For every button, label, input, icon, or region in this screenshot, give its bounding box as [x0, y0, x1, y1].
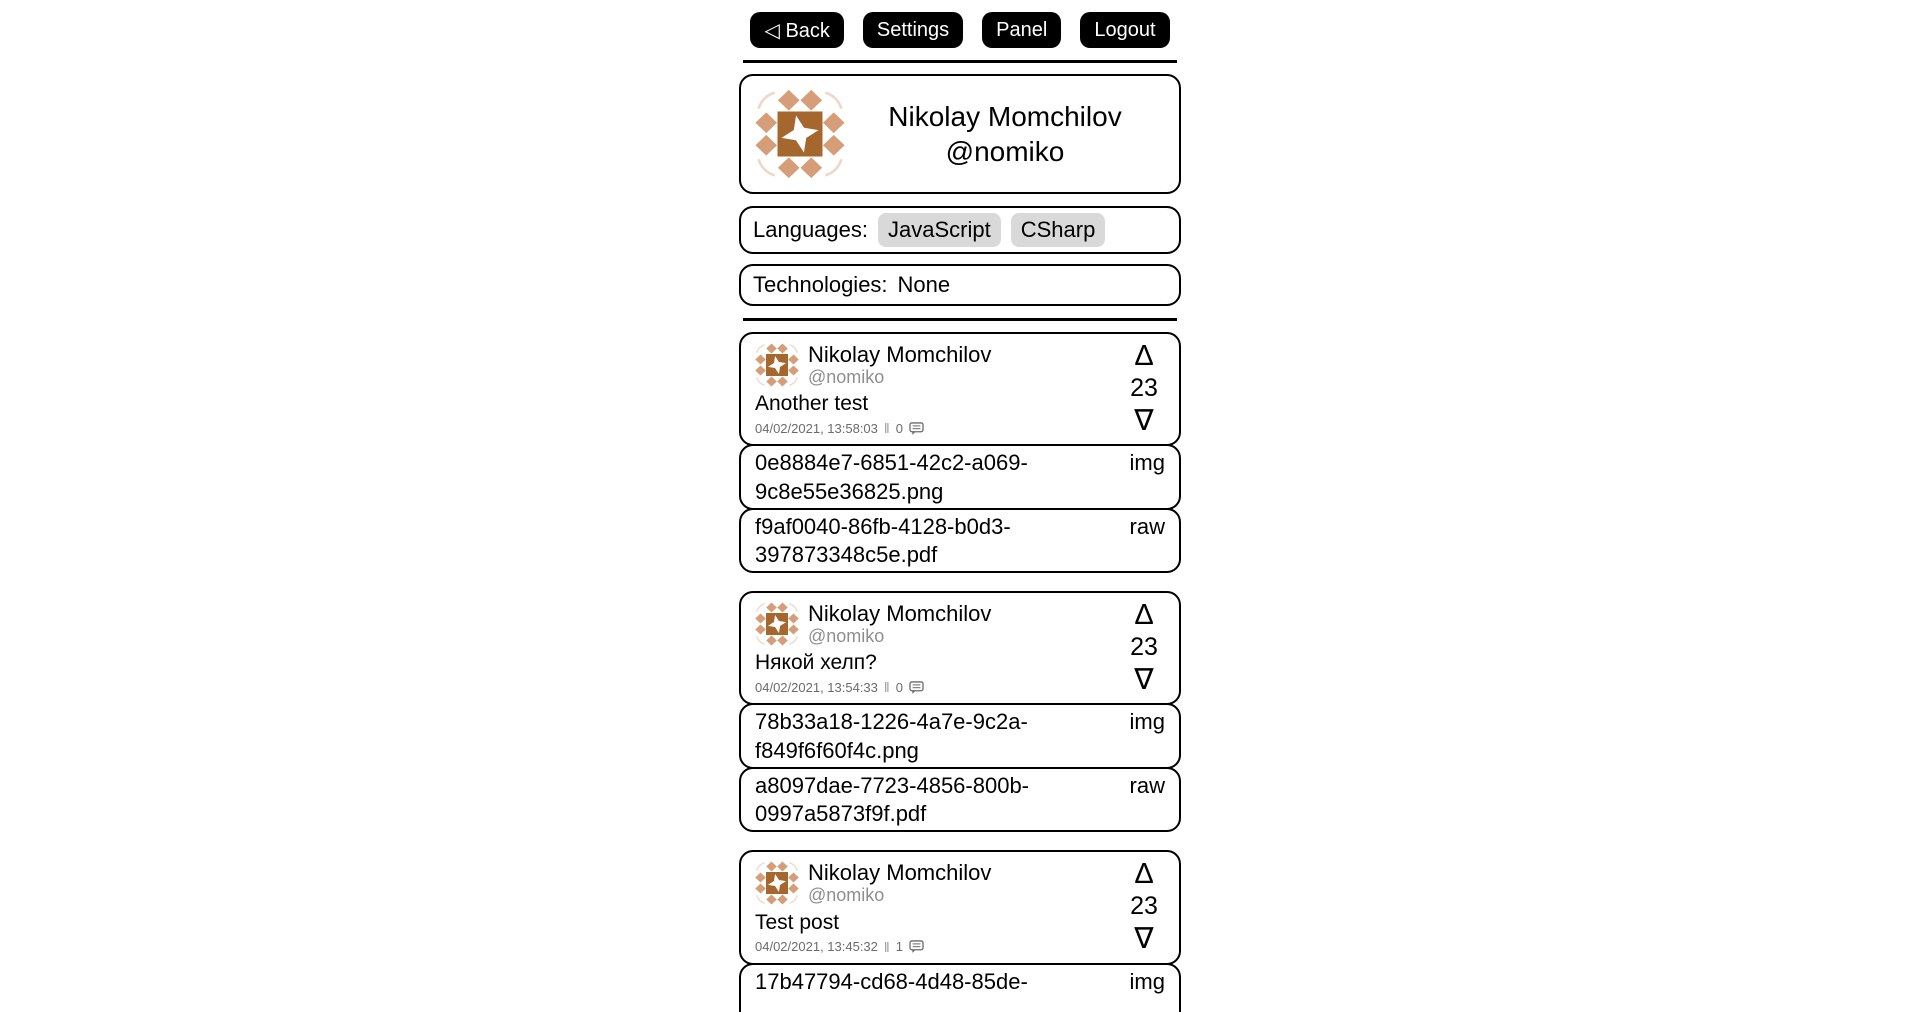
post-timestamp: 04/02/2021, 13:54:33: [755, 679, 878, 695]
attachment-row[interactable]: [739, 767, 1181, 832]
comment-icon: [909, 940, 924, 953]
post-author-avatar: [755, 343, 799, 387]
back-button[interactable]: [750, 12, 843, 48]
post-comment-count: 1: [895, 939, 903, 955]
attachment-type-label: img: [1129, 968, 1165, 994]
post-author-avatar: [755, 602, 799, 646]
toolbar: [739, 12, 1181, 48]
comment-icon: [909, 422, 924, 435]
post-author-handle: @nomiko: [808, 625, 885, 646]
post-author-block: [808, 602, 991, 646]
vote-count: 23: [1130, 374, 1158, 403]
attachment-filename: f9af0040-86fb-4128-b0d3-397873348c5e.pdf: [755, 513, 1011, 567]
post-main: [755, 602, 1121, 695]
vote-count: 23: [1130, 633, 1158, 662]
post-header: [755, 343, 1121, 387]
post-title: Another test: [755, 392, 869, 416]
post-meta: [755, 679, 1121, 695]
post-header: [755, 602, 1121, 646]
languages-list: [878, 213, 1105, 247]
upvote-button[interactable]: Δ: [1134, 599, 1154, 632]
meta-separator: ‖: [883, 938, 890, 955]
attachments-list: [739, 703, 1181, 832]
attachment-filename: 17b47794-cd68-4d48-85de-: [755, 968, 1028, 994]
settings-button[interactable]: Settings: [863, 12, 963, 48]
posts-list: [739, 332, 1181, 1012]
attachment-filename: 78b33a18-1226-4a7e-9c2a-f849f6f60f4c.png: [755, 709, 1028, 763]
post-author-name: Nikolay Momchilov: [808, 860, 992, 886]
profile-card: [739, 74, 1181, 194]
post-meta: [755, 939, 1121, 955]
logout-button[interactable]: Logout: [1080, 12, 1169, 48]
posts-divider: [743, 318, 1177, 321]
post-comment-count: 0: [895, 679, 903, 695]
post-author-name: Nikolay Momchilov: [808, 601, 992, 627]
top-divider: [743, 60, 1177, 63]
post-block: [739, 850, 1181, 1012]
post-author-handle: @nomiko: [808, 884, 885, 905]
post-title: Някой хелп?: [755, 651, 877, 675]
post-author-avatar: [755, 861, 799, 905]
post-author-name: Nikolay Momchilov: [808, 342, 992, 367]
post-card[interactable]: [739, 850, 1181, 964]
post-main: [755, 343, 1121, 436]
back-button-label: Back: [785, 20, 830, 42]
post-card[interactable]: [739, 332, 1181, 446]
technologies-box: [739, 264, 1181, 306]
vote-widget: [1121, 858, 1167, 955]
post-author-block: [808, 343, 991, 387]
attachment-type-label: raw: [1129, 513, 1165, 539]
post-block: [739, 332, 1181, 573]
meta-separator: ‖: [883, 420, 890, 437]
profile-page: [739, 0, 1181, 1012]
post-title: Test post: [755, 910, 840, 934]
attachment-row[interactable]: [739, 508, 1181, 573]
profile-handle: @nomiko: [945, 136, 1065, 167]
back-arrow-icon: ◁: [764, 20, 780, 42]
upvote-button[interactable]: Δ: [1134, 340, 1154, 372]
upvote-button[interactable]: Δ: [1134, 858, 1154, 891]
attachment-row[interactable]: [739, 963, 1181, 1012]
technologies-label: Technologies:: [753, 272, 888, 297]
downvote-button[interactable]: ∇: [1134, 663, 1154, 696]
post-timestamp: 04/02/2021, 13:45:32: [755, 939, 878, 955]
post-timestamp: 04/02/2021, 13:58:03: [755, 420, 878, 436]
attachment-row[interactable]: [739, 444, 1181, 509]
post-author-handle: @nomiko: [808, 366, 885, 387]
vote-widget: [1121, 340, 1167, 437]
language-pill: CSharp: [1011, 213, 1106, 247]
attachments-list: [739, 444, 1181, 573]
post-header: [755, 861, 1121, 905]
profile-avatar: [755, 89, 845, 179]
post-main: [755, 861, 1121, 954]
attachment-row[interactable]: [739, 703, 1181, 768]
post-meta: [755, 420, 1121, 436]
language-pill: JavaScript: [878, 213, 1001, 247]
downvote-button[interactable]: ∇: [1134, 404, 1154, 437]
post-author-block: [808, 861, 991, 905]
post-block: [739, 591, 1181, 832]
vote-widget: [1121, 599, 1167, 696]
downvote-button[interactable]: ∇: [1134, 922, 1154, 955]
meta-separator: ‖: [883, 679, 890, 696]
languages-label: Languages:: [753, 217, 868, 242]
profile-name-block: [845, 99, 1165, 169]
post-comment-count: 0: [895, 420, 903, 436]
attachment-type-label: img: [1129, 709, 1165, 735]
attachments-list: [739, 963, 1181, 1012]
languages-box: [739, 206, 1181, 254]
attachment-filename: a8097dae-7723-4856-800b-0997a5873f9f.pdf: [755, 772, 1030, 826]
vote-count: 23: [1130, 892, 1158, 921]
profile-name: Nikolay Momchilov: [888, 101, 1122, 132]
post-card[interactable]: [739, 591, 1181, 705]
technologies-value: None: [897, 272, 951, 297]
panel-button[interactable]: Panel: [982, 12, 1061, 48]
attachment-type-label: img: [1129, 450, 1165, 476]
attachment-filename: 0e8884e7-6851-42c2-a069-9c8e55e36825.png: [755, 450, 1028, 504]
attachment-type-label: raw: [1129, 772, 1165, 798]
comment-icon: [909, 681, 924, 694]
